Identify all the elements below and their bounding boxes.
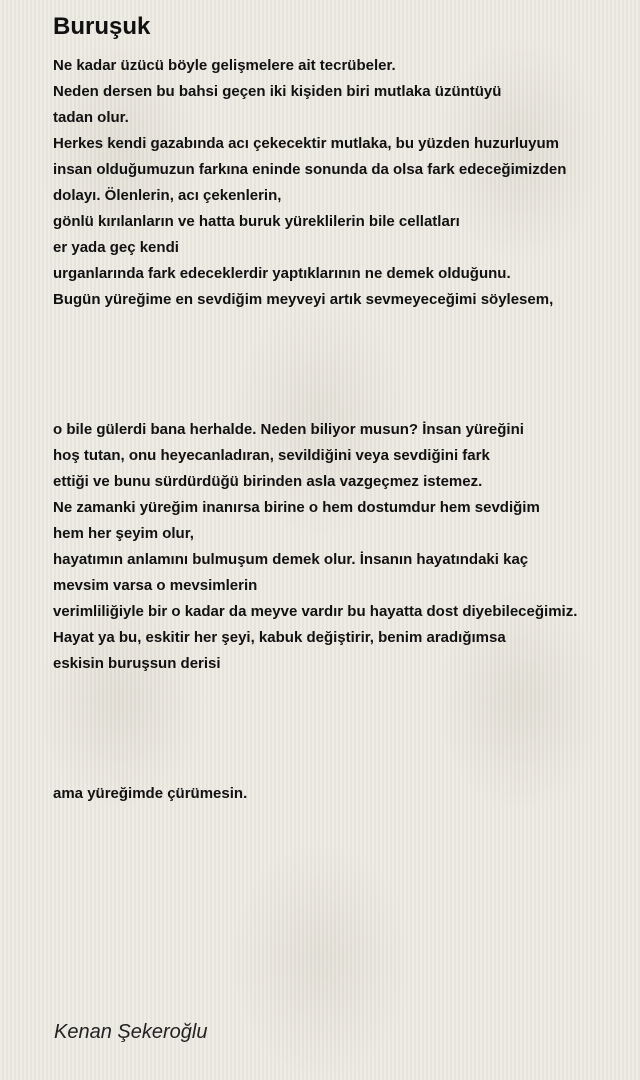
poem-line: hem her şeyim olur, [53,525,194,542]
poem-line: urganlarında fark edeceklerdir yaptıklarının ne demek olduğunu. [53,265,511,282]
poem-line: er yada geç kendi [53,239,179,256]
poem-line: Hayat ya bu, eskitir her şeyi, kabuk değiştirir, benim aradığımsa [53,629,506,646]
poem-line: insan olduğumuzun farkına eninde sonunda da olsa fark edeceğimizden [53,161,567,178]
poem-author: Kenan Şekeroğlu [54,1021,208,1043]
poem-line: dolayı. Ölenlerin, acı çekenlerin, [53,187,282,204]
poem-blank-line [53,339,633,365]
poem-line: verimliliğiyle bir o kadar da meyve vardır bu hayatta dost diyebileceğimiz. [53,603,578,620]
poem-line: Ne zamanki yüreğim inanırsa birine o hem dostumdur hem sevdiğim [53,499,540,516]
poem-body [53,53,633,807]
poem-blank-line [53,313,633,339]
poem-line: hayatımın anlamını bulmuşum demek olur. İnsanın hayatındaki kaç [53,551,529,568]
poem-line: tadan olur. [53,109,129,126]
poem-title: Buruşuk [53,13,151,40]
poem-blank-line [53,729,633,755]
poem-line: ama yüreğimde çürümesin. [53,785,248,802]
poem-line: ettiği ve bunu sürdürdüğü birinden asla vazgeçmez istemez. [53,473,483,490]
poem-blank-line [53,755,633,781]
poem-line: Neden dersen bu bahsi geçen iki kişiden biri mutlaka üzüntüyü [53,83,502,100]
poem-page [53,12,633,807]
poem-blank-line [53,391,633,417]
poem-line: Herkes kendi gazabında acı çekecektir mutlaka, bu yüzden huzurluyum [53,135,560,152]
poem-line: gönlü kırılanların ve hatta buruk yüreklilerin bile cellatları [53,213,460,230]
poem-line: o bile gülerdi bana herhalde. Neden biliyor musun? İnsan yüreğini [53,421,524,438]
poem-blank-line [53,677,633,703]
poem-blank-line [53,365,633,391]
poem-line: eskisin buruşsun derisi [53,655,221,672]
poem-line: mevsim varsa o mevsimlerin [53,577,258,594]
poem-line: Bugün yüreğime en sevdiğim meyveyi artık sevmeyeceğimi söylesem, [53,291,554,308]
poem-line: hoş tutan, onu heyecanladıran, sevildiğini veya sevdiğini fark [53,447,490,464]
poem-line: Ne kadar üzücü böyle gelişmelere ait tecrübeler. [53,57,396,74]
poem-blank-line [53,703,633,729]
